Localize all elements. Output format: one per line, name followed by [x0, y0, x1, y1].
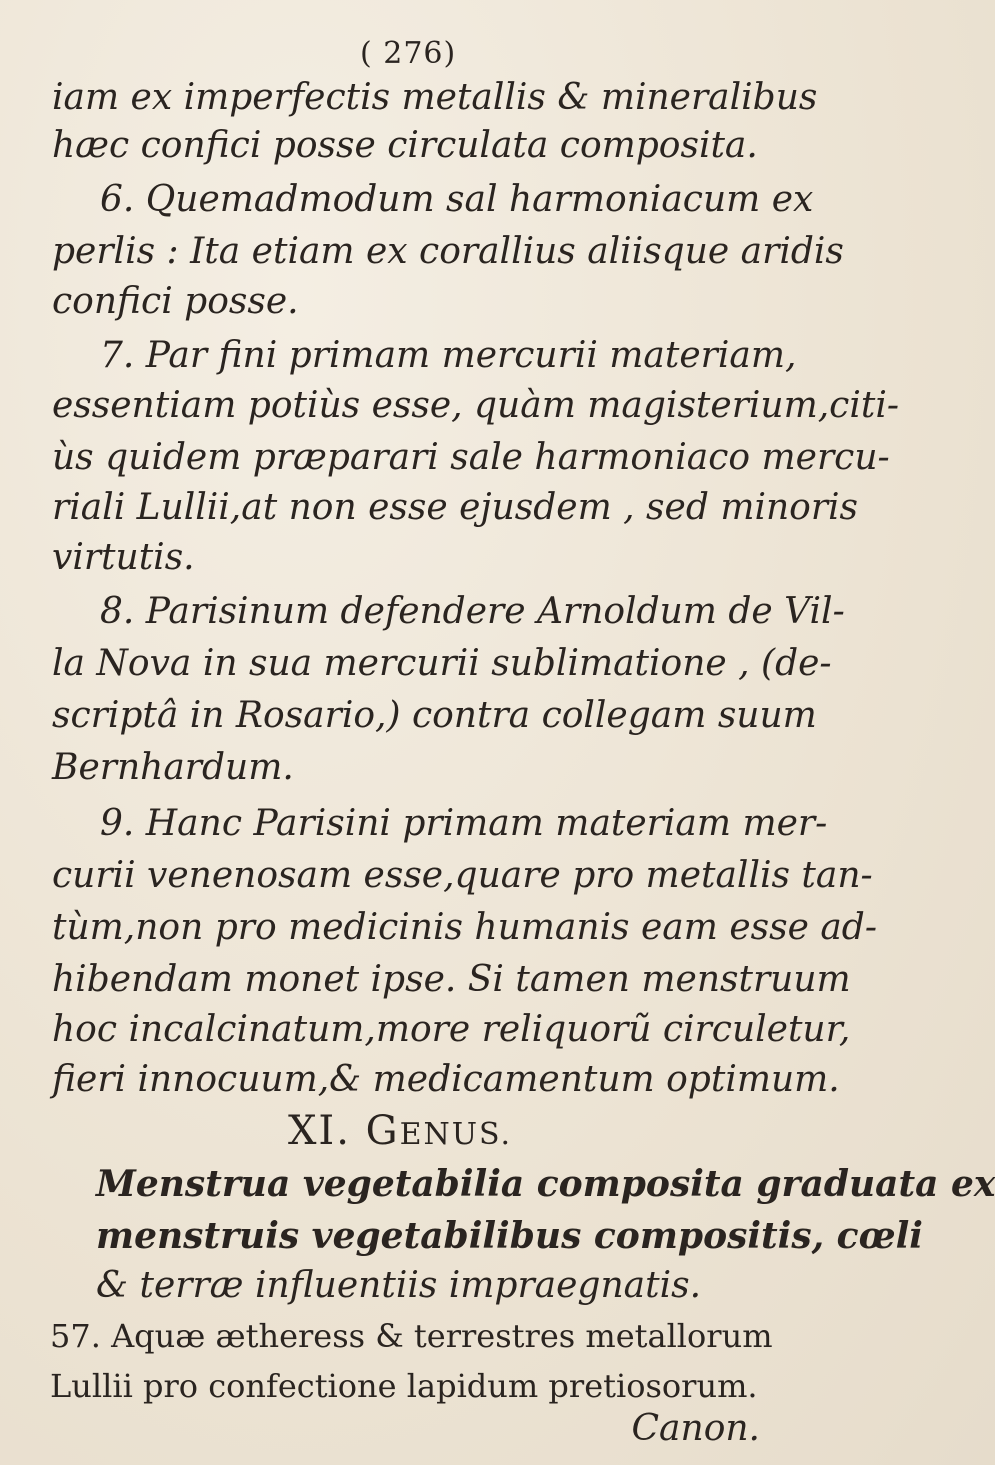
catchword: Canon. [631, 1408, 760, 1449]
text-line: tùm,non pro medicinis humanis eam esse ad- [52, 907, 877, 948]
text-line: 9. Hanc Parisini primam materiam mer- [100, 803, 828, 844]
text-line: scriptâ in Rosario,) contra collegam suum [52, 695, 817, 736]
text-line: ùs quidem præparari sale harmoniaco mercu- [52, 437, 890, 478]
text-line: hibendam monet ipse. Si tamen menstruum [52, 959, 851, 1000]
text-line: hæc confici posse circulata composita. [52, 125, 758, 166]
page-number: ( 276) [360, 36, 457, 71]
genus-line: Menstrua vegetabilia composita graduata ex [96, 1163, 995, 1205]
text-line: virtutis. [52, 537, 195, 578]
text-line: 8. Parisinum defendere Arnoldum de Vil- [100, 591, 845, 632]
text-line: curii venenosam esse,quare pro metallis tan- [52, 855, 873, 896]
text-line: perlis : Ita etiam ex corallius aliisque aridis [52, 231, 844, 272]
text-line: 7. Par fini primam mercurii materiam, [100, 335, 797, 376]
text-line: Lullii pro confectione lapidum pretiosorum. [50, 1367, 758, 1405]
genus-line: menstruis vegetabilibus compositis, cœli [96, 1215, 923, 1257]
text-line: iam ex imperfectis metallis & mineralibus [52, 77, 818, 118]
text-line: essentiam potiùs esse, quàm magisterium,citi- [52, 385, 900, 426]
heading-text-smallcaps: ENUS. [399, 1117, 513, 1152]
text-line: 6. Quemadmodum sal harmoniacum ex [100, 179, 814, 220]
text-line: confici posse. [52, 281, 299, 322]
text-line: hoc incalcinatum,more reliquorũ circuletur, [52, 1009, 851, 1050]
text-line: fieri innocuum,& medicamentum optimum. [52, 1059, 840, 1100]
text-line: 57. Aquæ ætheress & terrestres metallorum [50, 1317, 773, 1355]
text-line: la Nova in sua mercurii sublimatione , (de- [52, 643, 832, 684]
text-line: Bernhardum. [52, 747, 294, 788]
heading-text: XI. G [287, 1108, 400, 1154]
section-heading [0, 1108, 800, 1154]
genus-line: & terræ influentiis impraegnatis. [96, 1265, 702, 1306]
text-line: riali Lullii,at non esse ejusdem , sed minoris [52, 487, 859, 528]
